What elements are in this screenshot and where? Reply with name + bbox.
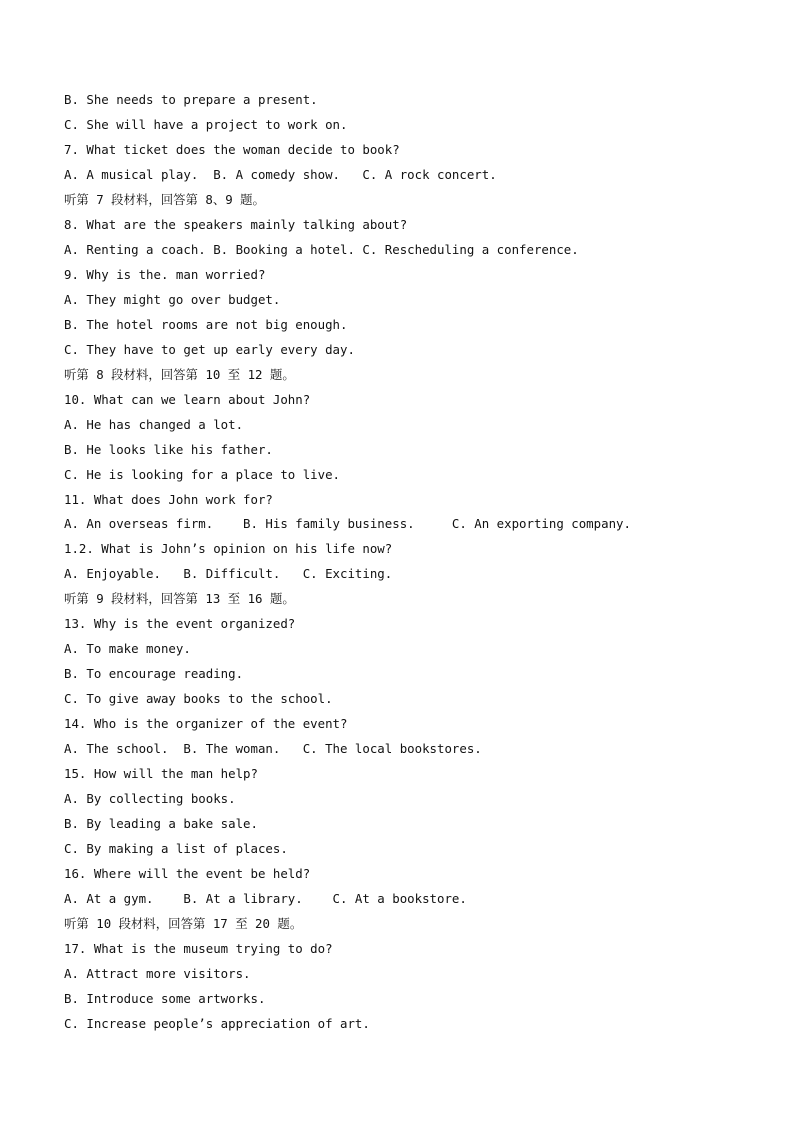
- question-line: 13. Why is the event organized?: [64, 616, 296, 632]
- question-line: 16. Where will the event be held?: [64, 866, 311, 882]
- option-line: A. By collecting books.: [64, 791, 236, 807]
- option-line: A. Attract more visitors.: [64, 965, 251, 981]
- option-line: A. At a gym. B. At a library. C. At a bookstore.: [64, 891, 467, 906]
- question-line: 15. How will the man help?: [64, 766, 258, 782]
- option-line: B. She needs to prepare a present.: [64, 92, 318, 107]
- section-instruction: 听第 10 段材料，回答第 17 至 20 题。: [64, 915, 303, 931]
- option-line: A. They might go over budget.: [64, 291, 281, 307]
- option-line: A. Enjoyable. B. Difficult. C. Exciting.: [64, 566, 393, 582]
- option-line: B. He looks like his father.: [64, 441, 273, 457]
- option-line: B. By leading a bake sale.: [64, 816, 258, 832]
- option-line: C. By making a list of places.: [64, 841, 288, 857]
- question-line: 8. What are the speakers mainly talking about?: [64, 216, 408, 232]
- section-instruction: 听第 9 段材料，回答第 13 至 16 题。: [64, 591, 295, 607]
- option-line: C. He is looking for a place to live.: [64, 466, 341, 482]
- option-line: A. Renting a coach. B. Booking a hotel. C. Rescheduling a conference.: [64, 241, 579, 257]
- option-line: A. A musical play. B. A comedy show. C. A rock concert.: [64, 166, 497, 182]
- option-line: B. The hotel rooms are not big enough.: [64, 316, 348, 332]
- question-list: [64, 88, 744, 1037]
- option-line: C. They have to get up early every day.: [64, 341, 355, 357]
- option-line: A. An overseas firm. B. His family business. C. An exporting company.: [64, 516, 631, 532]
- option-line: B. To encourage reading.: [64, 666, 244, 682]
- question-line: 11. What does John work for?: [64, 491, 273, 507]
- option-line: A. The school. B. The woman. C. The local bookstores.: [64, 741, 482, 757]
- question-line: 17. What is the museum trying to do?: [64, 940, 333, 956]
- section-instruction: 听第 8 段材料，回答第 10 至 12 题。: [64, 366, 295, 382]
- option-line: A. To make money.: [64, 641, 191, 657]
- section-instruction: 听第 7 段材料，回答第 8、9 题。: [64, 191, 265, 207]
- option-line: C. To give away books to the school.: [64, 691, 333, 707]
- option-line: B. Introduce some artworks.: [64, 990, 266, 1006]
- question-line: 1.2. What is John’s opinion on his life now?: [64, 541, 393, 557]
- question-line: 9. Why is the. man worried?: [64, 266, 266, 282]
- question-line: 7. What ticket does the woman decide to book?: [64, 141, 400, 157]
- option-line: C. She will have a project to work on.: [64, 116, 348, 132]
- option-line: A. He has changed a lot.: [64, 416, 244, 432]
- question-line: 10. What can we learn about John?: [64, 391, 311, 407]
- option-line: C. Increase people’s appreciation of art.: [64, 1015, 370, 1031]
- question-line: 14. Who is the organizer of the event?: [64, 716, 348, 732]
